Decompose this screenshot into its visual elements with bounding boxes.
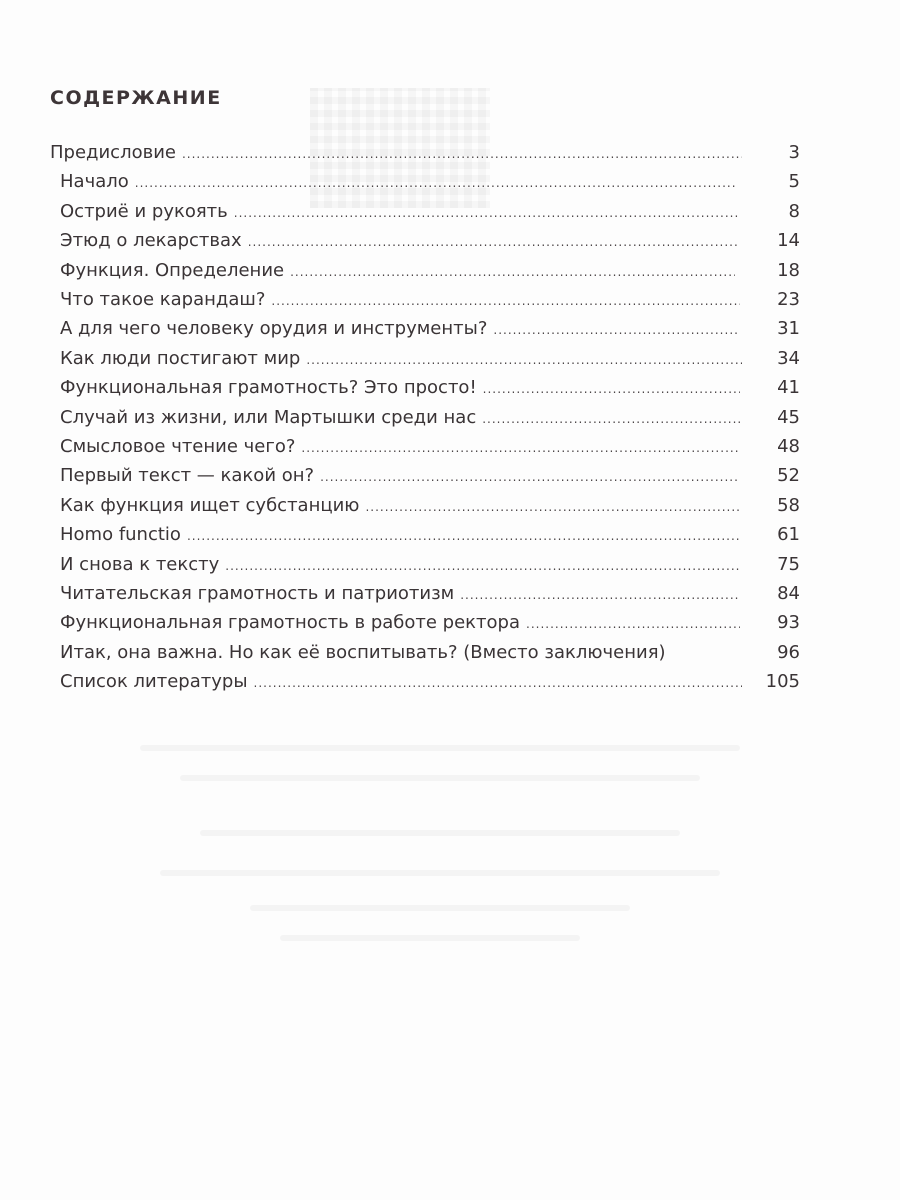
show-through-text — [200, 830, 680, 836]
toc-entry-title: Как люди постигают мир — [60, 347, 301, 369]
dot-leader — [254, 669, 742, 698]
toc-entry-title: Случай из жизни, или Мартышки среди нас — [60, 406, 477, 428]
toc-entry-page-number: 58 — [777, 494, 800, 516]
toc-entry[interactable] — [60, 373, 740, 402]
toc-entry[interactable] — [60, 550, 740, 579]
toc-entry-title: Читательская грамотность и патриотизм — [60, 583, 455, 604]
show-through-text — [250, 905, 630, 911]
dot-leader — [135, 169, 735, 198]
toc-entry-title: Предисловие — [50, 142, 176, 163]
toc-entry[interactable] — [60, 344, 742, 373]
toc-entry-title: А для чего человеку орудия и инструменты? — [60, 318, 488, 340]
dot-leader — [482, 405, 740, 434]
toc-entry-title: Первый текст — какой он? — [60, 465, 315, 487]
dot-leader — [460, 581, 740, 610]
toc-entry[interactable] — [60, 608, 740, 637]
toc-entry-page-number: 14 — [777, 230, 800, 252]
show-through-text — [180, 775, 700, 781]
toc-entry-page-number: 18 — [777, 259, 800, 281]
toc-entry[interactable] — [60, 667, 742, 696]
toc-entry-title: И снова к тексту — [60, 553, 220, 575]
toc-entry-page-number: 48 — [777, 436, 800, 457]
toc-entry-title: Функция. Определение — [60, 259, 285, 281]
dot-leader — [365, 493, 740, 522]
toc-entry-page-number: 5 — [788, 171, 800, 193]
toc-entry-title: Список литературы — [60, 671, 248, 693]
toc-entry[interactable] — [60, 256, 735, 285]
toc-entry-page-number: 75 — [777, 553, 800, 575]
toc-entry-title: Как функция ищет субстанцию — [60, 494, 360, 516]
dot-leader — [306, 346, 742, 375]
show-through-text — [160, 870, 720, 876]
toc-entry-title: Что такое карандаш? — [60, 289, 266, 310]
toc-entry[interactable] — [60, 314, 740, 343]
toc-entry[interactable] — [60, 461, 740, 490]
dot-leader — [301, 434, 740, 463]
dot-leader — [182, 140, 742, 169]
toc-entry-page-number: 23 — [777, 289, 800, 310]
toc-entry-title: Функциональная грамотность в работе ректора — [60, 612, 521, 634]
toc-entry[interactable] — [60, 432, 740, 461]
toc-entry-page-number: 41 — [777, 377, 800, 399]
toc-entry[interactable] — [50, 138, 742, 167]
dot-leader — [526, 610, 740, 639]
dot-leader — [483, 375, 740, 404]
toc-entry[interactable] — [60, 403, 740, 432]
toc-entry-page-number: 8 — [788, 200, 800, 222]
dot-leader — [234, 199, 738, 228]
dot-leader — [248, 228, 740, 257]
toc-entry[interactable] — [60, 579, 740, 608]
toc-entry-title: Итак, она важна. Но как её воспитывать? (Вместо заключения) — [60, 641, 666, 663]
toc-entry-page-number: 105 — [765, 671, 800, 693]
toc-entry[interactable] — [60, 226, 740, 255]
toc-entry-title: Homo functio — [60, 524, 181, 546]
toc-entry-page-number: 31 — [777, 318, 800, 340]
dot-leader — [271, 287, 740, 316]
toc-entry-page-number: 34 — [777, 347, 800, 369]
toc-entry-page-number: 93 — [777, 612, 800, 634]
toc-entry-page-number: 45 — [777, 406, 800, 428]
show-through-text — [140, 745, 740, 751]
toc-entry-page-number: 61 — [777, 524, 800, 546]
toc-entry-page-number: 3 — [788, 142, 800, 163]
dot-leader — [290, 258, 735, 287]
dot-leader — [225, 552, 740, 581]
toc-entry-title: Этюд о лекарствах — [60, 230, 242, 252]
toc-entry-title: Смысловое чтение чего? — [60, 436, 296, 457]
toc-entry-title: Остриё и рукоять — [60, 200, 228, 222]
toc-entry[interactable] — [60, 167, 735, 196]
dot-leader — [493, 316, 740, 345]
toc-entry[interactable] — [60, 491, 740, 520]
page-title: СОДЕРЖАНИЕ — [50, 86, 222, 109]
dot-leader — [320, 463, 740, 492]
toc-entry-title: Функциональная грамотность? Это просто! — [60, 377, 477, 399]
toc-entry[interactable] — [60, 520, 740, 549]
toc-entry[interactable] — [60, 285, 740, 314]
toc-entry-title: Начало — [60, 171, 129, 193]
show-through-text — [280, 935, 580, 941]
dot-leader — [187, 522, 740, 551]
toc-entry-page-number: 52 — [777, 465, 800, 487]
toc-entry-page-number: 96 — [777, 641, 800, 663]
toc-entry[interactable] — [60, 638, 720, 667]
toc-entry-page-number: 84 — [777, 583, 800, 604]
toc-entry[interactable] — [60, 197, 738, 226]
